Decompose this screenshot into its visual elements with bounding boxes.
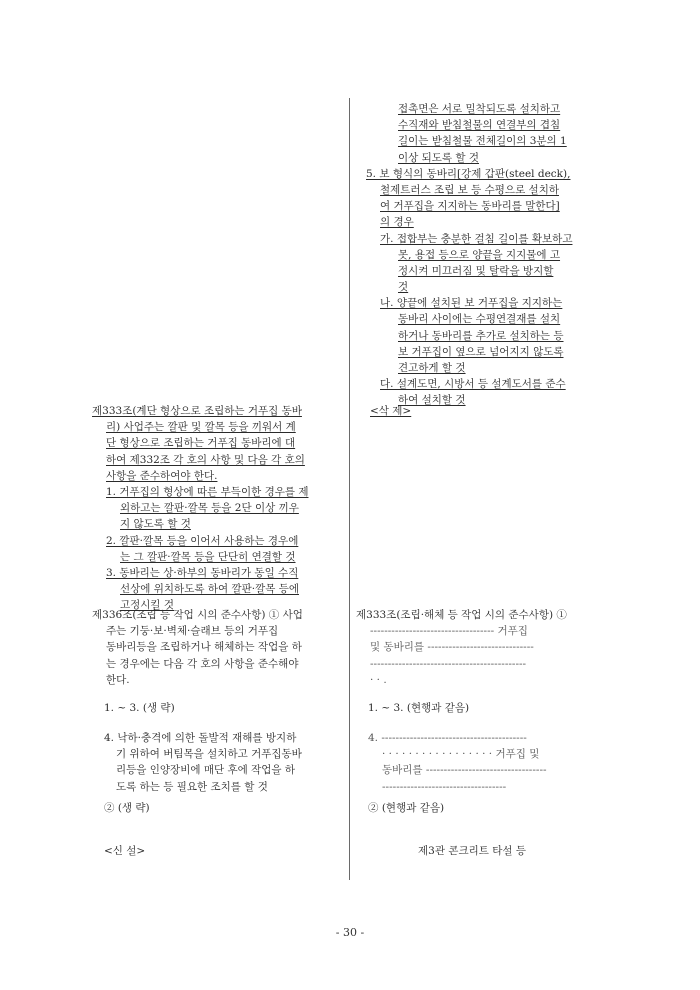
text-line: ② (현행과 같음) (368, 802, 445, 814)
text-line: ----------------------------------- (382, 780, 507, 793)
text-line: 1. ~ 3. (현행과 같음) (368, 702, 470, 714)
text-line: 주는 기둥·보·벽체·슬래브 등의 거푸집 (106, 625, 279, 638)
text-line: 리등을 인양장비에 매단 후에 작업을 하 (116, 764, 295, 777)
text-line: 접촉면은 서로 밀착되도록 설치하고 (398, 103, 561, 115)
page-number: - 30 - (335, 926, 365, 939)
text-line: 1. ~ 3. (생 략) (104, 702, 175, 714)
left-article-333 (92, 403, 308, 613)
right-article-333-deleted (370, 403, 411, 419)
text-line: 가. 접합부는 충분한 걸침 길이를 확보하고 (380, 232, 573, 245)
article-title-line: 제333조(계단 형상으로 조립하는 거푸집 동바 (92, 405, 302, 417)
left-para-2 (104, 800, 150, 816)
left-new-marker (104, 843, 145, 859)
text-line: 의 경우 (380, 216, 414, 229)
text-line: 2. 깔판·깔목 등을 이어서 사용하는 경우에 (106, 534, 299, 547)
text-line: 4. ----------------------------------------- (368, 732, 527, 744)
right-top-block (366, 101, 572, 409)
left-item-4 (104, 730, 302, 795)
text-line: 못, 용접 등으로 양끝을 지지물에 고 (398, 248, 561, 261)
text-line: · · · · · · · · · · · · · · · · · 거푸집 및 (382, 748, 540, 761)
right-item-4 (368, 730, 547, 795)
text-line: 수직재와 받침철물의 연결부의 겹침 (398, 119, 561, 132)
text-line: 지 않도록 할 것 (120, 518, 191, 531)
text-line: 외하고는 깔판·깔목 등을 2단 이상 끼우 (120, 502, 299, 515)
text-line: 및 동바리를 ------------------------------ (370, 641, 534, 654)
text-line: 1. 거푸집의 형상에 따른 부득이한 경우를 제 (106, 485, 309, 498)
text-line: 도록 하는 등 필요한 조치를 할 것 (116, 780, 268, 793)
text-line: -------------------------------------------- (370, 657, 527, 670)
text-line: · · . (370, 673, 387, 686)
text-line: 정시켜 미끄러짐 및 탈락을 방지할 (398, 264, 554, 277)
text-line: 단 형상으로 조립하는 거푸집 동바리에 대 (106, 437, 296, 450)
deleted-marker: <삭 제> (370, 405, 412, 417)
text-line: 하여 설치할 것 (398, 394, 466, 407)
text-line: 보 거푸집이 옆으로 넘어지지 않도록 (398, 345, 564, 358)
text-line: 선상에 위치하도록 하여 깔판·깔목 등에 (120, 583, 299, 596)
column-divider (349, 98, 350, 880)
text-line: 리) 사업주는 깔판 및 깔목 등을 끼워서 계 (106, 421, 296, 434)
text-line: 나. 양끝에 설치된 보 거푸집을 지지하는 (380, 297, 563, 310)
article-title-line: 제333조(조립·해체 등 작업 시의 준수사항) ① (356, 609, 567, 621)
text-line: 동바리 사이에는 수평연결재를 설치 (398, 313, 561, 326)
text-line: 길이는 받침철물 전체길이의 3분의 1 (398, 135, 567, 148)
text-line: 이상 되도록 할 것 (398, 151, 480, 164)
right-section-heading (418, 843, 526, 859)
left-items-1-3 (104, 700, 175, 716)
text-line: 한다. (106, 673, 130, 686)
text-line: 3. 동바리는 상·하부의 동바리가 동일 수직 (106, 566, 299, 579)
right-items-1-3 (368, 700, 469, 716)
article-title-line: 제336조(조립 등 작업 시의 준수사항) ① 사업 (92, 609, 303, 621)
item-5-line: 5. 보 형식의 동바리[강제 갑판(steel deck), (366, 167, 571, 180)
text-line: 기 위하여 버팀목을 설치하고 거푸집동바 (116, 748, 302, 761)
text-line: 견고하게 할 것 (398, 362, 466, 374)
text-line: 4. 낙하·충격에 의한 돌발적 재해를 방지하 (104, 732, 297, 744)
text-line: 는 경우에는 다음 각 호의 사항을 준수해야 (106, 657, 299, 670)
right-article-336 (356, 607, 567, 688)
left-article-336 (92, 607, 303, 688)
text-line: 것 (398, 281, 409, 294)
text-line: 동바리등을 조립하거나 해체하는 작업을 하 (106, 641, 302, 654)
text-line: 하여 제332조 각 호의 사항 및 다음 각 호의 (106, 453, 305, 466)
text-line: 고정시킬 것 (120, 599, 175, 612)
section-heading: 제3관 콘크리트 타설 등 (418, 845, 526, 857)
new-marker: <신 설> (104, 845, 146, 857)
text-line: 여 거푸집을 지지하는 동바리를 말한다] (380, 200, 560, 213)
text-line: 하거나 동바리를 추가로 설치하는 등 (398, 329, 564, 342)
text-line: 동바리를 ---------------------------------- (382, 764, 547, 777)
text-line: 사항을 준수하여야 한다. (106, 469, 218, 482)
text-line: 다. 설계도면, 시방서 등 설계도서를 준수 (380, 378, 566, 391)
text-line: ② (생 략) (104, 802, 150, 814)
text-line: 는 그 깔판·깔목 등을 단단히 연결할 것 (120, 550, 296, 563)
right-para-2 (368, 800, 444, 816)
text-line: 철제트러스 조립 보 등 수평으로 설치하 (380, 183, 559, 196)
text-line: ----------------------------------- 거푸집 (370, 625, 528, 638)
